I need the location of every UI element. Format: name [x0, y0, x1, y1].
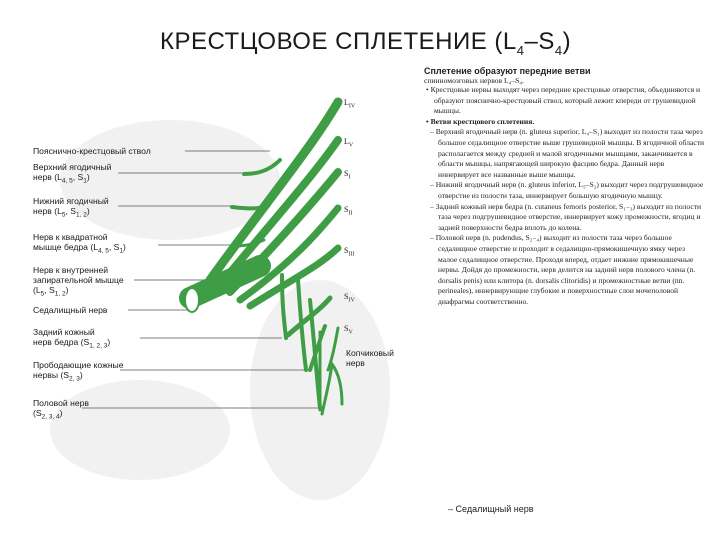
intro-line-2: спинномозговых нервов L₄–S₄. [424, 76, 524, 85]
bullet-trunk: • Крестцовые нервы выходят через передние крестцовые отверстия, объединяются и образуют пояснично-крестцовый ствол, который лежит кпереди от грушевидной мышцы. [424, 85, 706, 117]
desc-pudendal: – Половой нерв (n. pudendus, S₂₋₄) выходит из полости таза через большое седалищное отверстие и проходит в седалищно-прямокишечную ямку через малое седалищное отверстие. Проходя вперед, отдает нижние прямокишечные нервы. Дойдя до промежности, нерв делится на задний нерв полового члена (n. dorsalis penis) или клитора (n. dorsalis clitoridis) и промежностные ветви (nn. perineales), иннервирующие глубокие и поверхностные слои мочеполовой диафрагмы соответственно. [424, 233, 706, 307]
label-inferior-gluteal: Нижний ягодичный нерв ($L_5$, $S_{1, 2}$) [33, 196, 109, 219]
page-title: КРЕСТЦОВОЕ СПЛЕТЕНИЕ $(L_4-S_4)$ [160, 28, 572, 58]
desc-posterior-cutaneous: – Задний кожный нерв бедра (n. cutaneus femoris posterior, S₁₋₃) выходит из полости таза через подгрушевидное отверстие, иннервирует кожу промежности, ягодиц и задней поверхности бедра вплоть до колена. [424, 202, 706, 234]
desc-superior-gluteal: – Верхний ягодичный нерв (n. gluteus superior, L₄–S₁) выходит из полости таза через большое седалищное отверстие выше грушевидной мышцы. В ягодичной области располагается между средней и малой ягодичными мышцами, заканчивается в области мышцы, напрягающей широкую фасцию бедра. Данный нерв иннервирует все названные выше мышцы. [424, 127, 706, 180]
segment-label-s1: $S_I$ [344, 169, 351, 181]
desc-inferior-gluteal: – Нижний ягодичный нерв (n. gluteus inferior, L₅–S₂) выходит через подгрушевидное отверстие из полости таза, иннервирует большую ягодичную мышцу. [424, 180, 706, 201]
caption: – Седалищный нерв [448, 504, 534, 514]
label-coccygeal: Копчиковый нерв [346, 348, 394, 368]
branches-heading: • Ветви крестцового сплетения. [424, 117, 706, 128]
label-superior-gluteal: Верхний ягодичный нерв ($L_{4, 5}$, $S_1$) [33, 162, 112, 185]
label-lumbosacral-trunk: Пояснично-крестцовый ствол [33, 146, 151, 156]
label-quadratus-femoris: Нерв к квадратной мышце бедра ($L_{4, 5}$, $S_1$) [33, 232, 126, 255]
segment-label-s2: $S_{II}$ [344, 205, 353, 217]
sciatic-cut-end [185, 288, 199, 312]
segment-label-l5: $L_V$ [344, 137, 354, 149]
label-pudendal: Половой нерв $(S_{2, 3, 4})$ [33, 398, 89, 421]
segment-label-l4: $L_{IV}$ [344, 98, 356, 110]
segment-label-s5: $S_V$ [344, 324, 353, 336]
label-posterior-cutaneous: Задний кожный нерв бедра $(S_{1, 2, 3})$ [33, 327, 111, 350]
sacral-plexus-figure [20, 70, 430, 510]
description-column [424, 66, 706, 506]
label-obturator-internus: Нерв к внутренней запирательной мышце ($L_5$, $S_{1, 2}$) [33, 265, 124, 298]
segment-label-s4: $S_{IV}$ [344, 292, 355, 304]
label-perforating-cutaneous: Прободающие кожные нервы $(S_{2, 3})$ [33, 360, 124, 383]
label-sciatic: Седалищный нерв [33, 305, 108, 315]
intro-line-1: Сплетение образуют передние ветви [424, 66, 591, 76]
segment-label-s3: $S_{III}$ [344, 246, 355, 258]
